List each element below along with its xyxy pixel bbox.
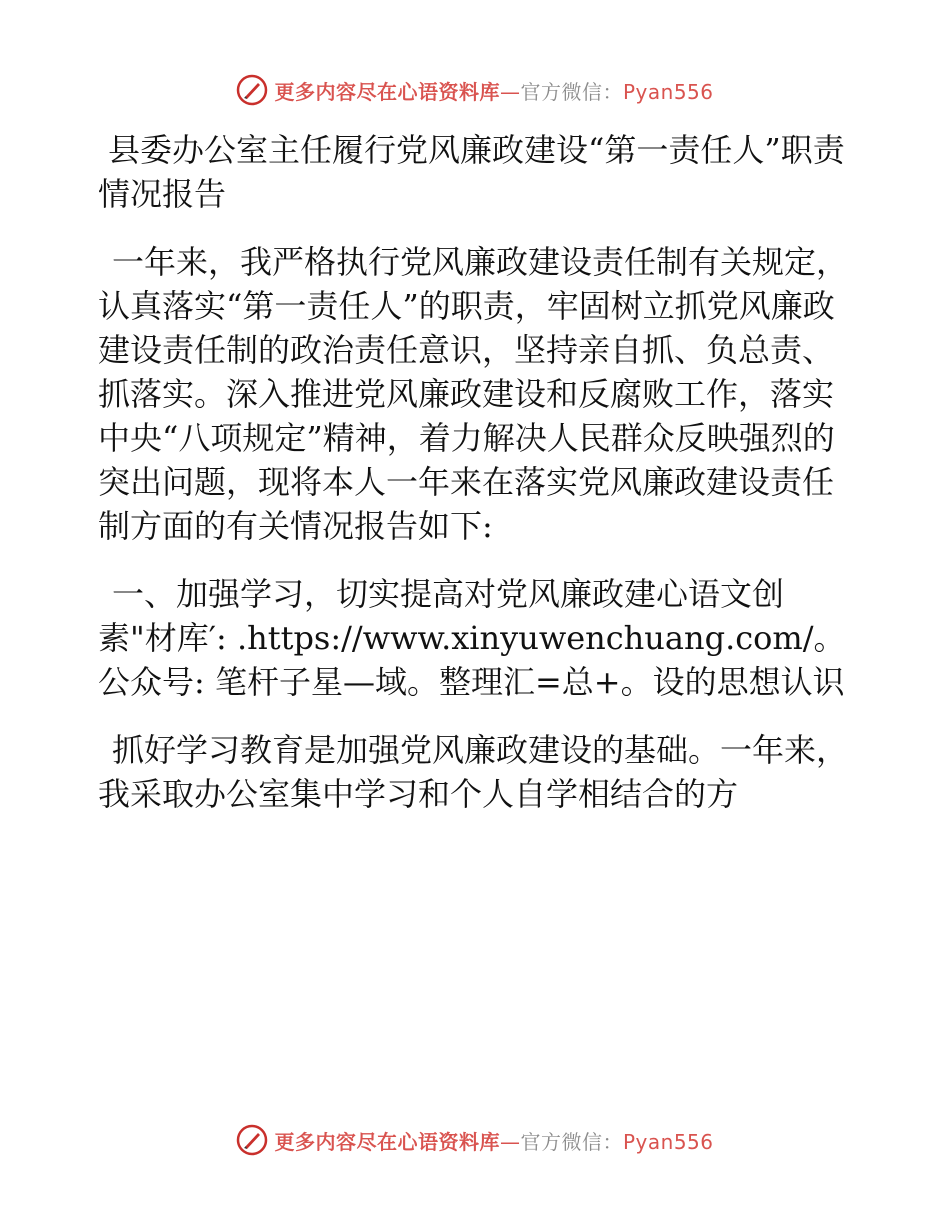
- quill-logo-icon: [236, 74, 268, 106]
- paragraph-section-heading: 一、加强学习，切实提高对党风廉政建心语文创素"材库′: .https://www.xinyuwenchuang.com/。公众号: 笔杆子星—域。整理汇=总+。设的思想认识: [98, 575, 846, 701]
- watermark-dash: —: [499, 1129, 521, 1154]
- watermark-wechat-id: Pyan556: [622, 1129, 714, 1154]
- document-title: 县委办公室主任履行党风廉政建设“第一责任人”职责情况报告: [98, 131, 845, 213]
- watermark-dash: —: [499, 79, 521, 104]
- document-body: [98, 128, 858, 840]
- watermark-official-label: 官方微信：: [520, 79, 623, 104]
- watermark-wechat-id: Pyan556: [622, 79, 714, 104]
- watermark-official-label: 官方微信：: [520, 1129, 623, 1154]
- paragraph-study: 抓好学习教育是加强党风廉政建设的基础。一年来，我采取办公室集中学习和个人自学相结合的方: [98, 731, 849, 813]
- paragraph-intro: 一年来，我严格执行党风廉政建设责任制有关规定，认真落实“第一责任人”的职责，牢固树立抓党风廉政建设责任制的政治责任意识，坚持亲自抓、负总责、抓落实。深入推进党风廉政建设和反腐败工作，落实中央“八项规定”精神，着力解决人民群众反映强烈的突出问题，现将本人一年来在落实党风廉政建设责任制方面的有关情况报告如下:: [98, 243, 849, 545]
- top-watermark: [0, 70, 950, 110]
- bottom-watermark: [0, 1120, 950, 1160]
- watermark-text: [274, 76, 713, 105]
- watermark-main-text: 更多内容尽在心语资料库: [274, 79, 500, 104]
- quill-logo-icon: [236, 1124, 268, 1156]
- watermark-main-text: 更多内容尽在心语资料库: [274, 1129, 500, 1154]
- watermark-text: [274, 1126, 713, 1155]
